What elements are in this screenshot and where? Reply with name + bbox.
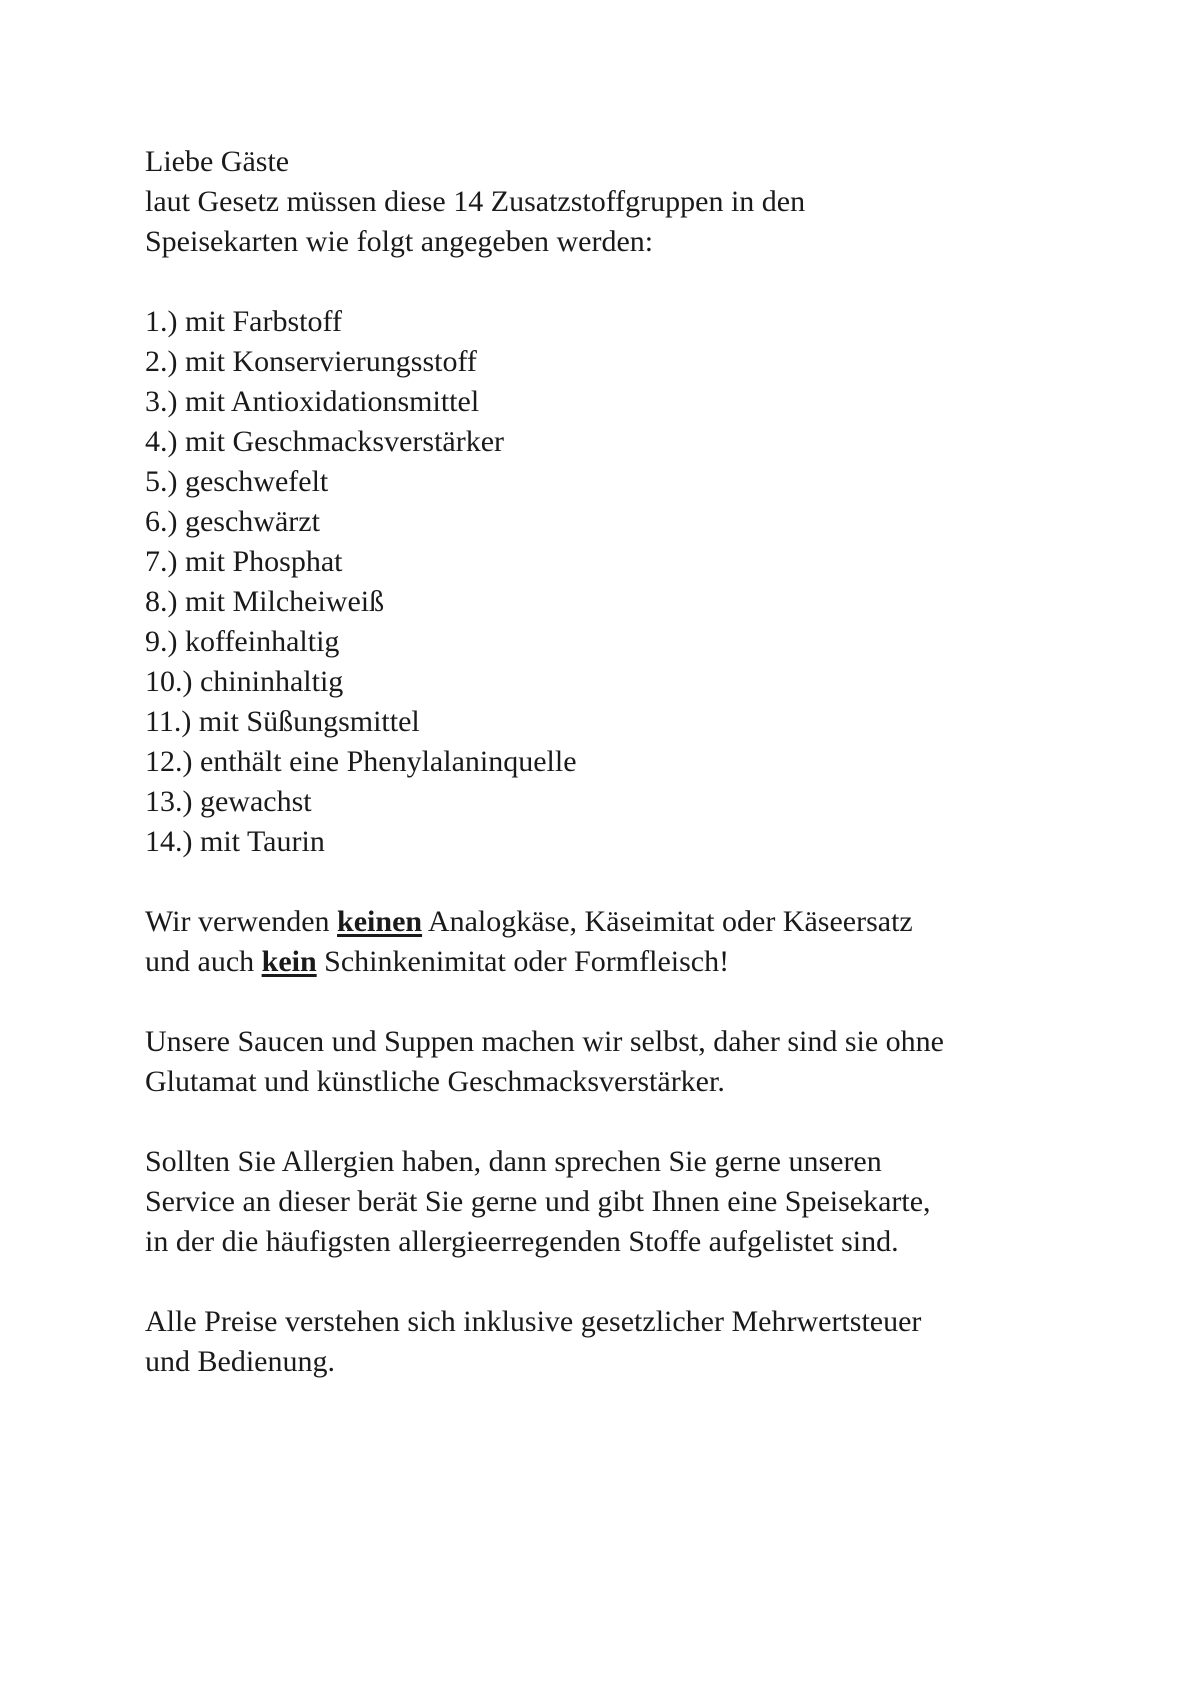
- prices-line: und Bedienung.: [145, 1345, 335, 1378]
- additive-item: 6.) geschwärzt: [145, 505, 320, 538]
- additive-item: 4.) mit Geschmacksverstärker: [145, 425, 505, 458]
- spacer: [145, 1102, 1105, 1142]
- additive-item: 7.) mit Phosphat: [145, 545, 343, 578]
- additive-item: 5.) geschwefelt: [145, 465, 329, 498]
- allergies-paragraph: [145, 1142, 1105, 1262]
- spacer: [145, 982, 1105, 1022]
- allergies-line: Sollten Sie Allergien haben, dann sprechen Sie gerne unseren: [145, 1145, 882, 1178]
- text-segment: Wir verwenden: [145, 905, 338, 938]
- additive-item: 1.) mit Farbstoff: [145, 305, 342, 338]
- greeting: Liebe Gäste: [145, 145, 290, 178]
- emphasis-keinen: keinen: [337, 905, 423, 938]
- additive-item: 8.) mit Milcheiweiß: [145, 585, 385, 618]
- spacer: [145, 262, 1105, 302]
- spacer: [145, 862, 1105, 902]
- no-imitation-line-1: [145, 902, 1105, 942]
- intro-line: Speisekarten wie folgt angegeben werden:: [145, 225, 654, 258]
- homemade-paragraph: [145, 1022, 1105, 1102]
- additive-item: 3.) mit Antioxidationsmittel: [145, 385, 480, 418]
- additive-item: 13.) gewachst: [145, 785, 312, 818]
- additive-item: 12.) enthält eine Phenylalaninquelle: [145, 745, 577, 778]
- menu-notice-page: [145, 142, 1105, 1382]
- additive-item: 10.) chininhaltig: [145, 665, 344, 698]
- allergies-line: Service an dieser berät Sie gerne und gibt Ihnen eine Speisekarte,: [145, 1185, 931, 1218]
- additive-item: 9.) koffeinhaltig: [145, 625, 340, 658]
- text-segment: und auch: [145, 945, 262, 978]
- prices-line: Alle Preise verstehen sich inklusive gesetzlicher Mehrwertsteuer: [145, 1305, 922, 1338]
- no-imitation-line-2: [145, 942, 1105, 982]
- additive-item: 2.) mit Konservierungsstoff: [145, 345, 477, 378]
- additive-item: 11.) mit Süßungsmittel: [145, 705, 420, 738]
- homemade-line: Unsere Saucen und Suppen machen wir selbst, daher sind sie ohne: [145, 1025, 944, 1058]
- allergies-line: in der die häufigsten allergieerregenden Stoffe aufgelistet sind.: [145, 1225, 899, 1258]
- homemade-line: Glutamat und künstliche Geschmacksverstärker.: [145, 1065, 725, 1098]
- emphasis-kein: kein: [261, 945, 317, 978]
- intro-line: laut Gesetz müssen diese 14 Zusatzstoffgruppen in den: [145, 185, 806, 218]
- additive-list: [145, 302, 1105, 862]
- text-segment: Analogkäse, Käseimitat oder Käseersatz: [422, 905, 913, 938]
- spacer: [145, 1262, 1105, 1302]
- prices-paragraph: [145, 1302, 1105, 1382]
- text-segment: Schinkenimitat oder Formfleisch!: [316, 945, 730, 978]
- additive-item: 14.) mit Taurin: [145, 825, 325, 858]
- no-imitation-paragraph: [145, 902, 1105, 982]
